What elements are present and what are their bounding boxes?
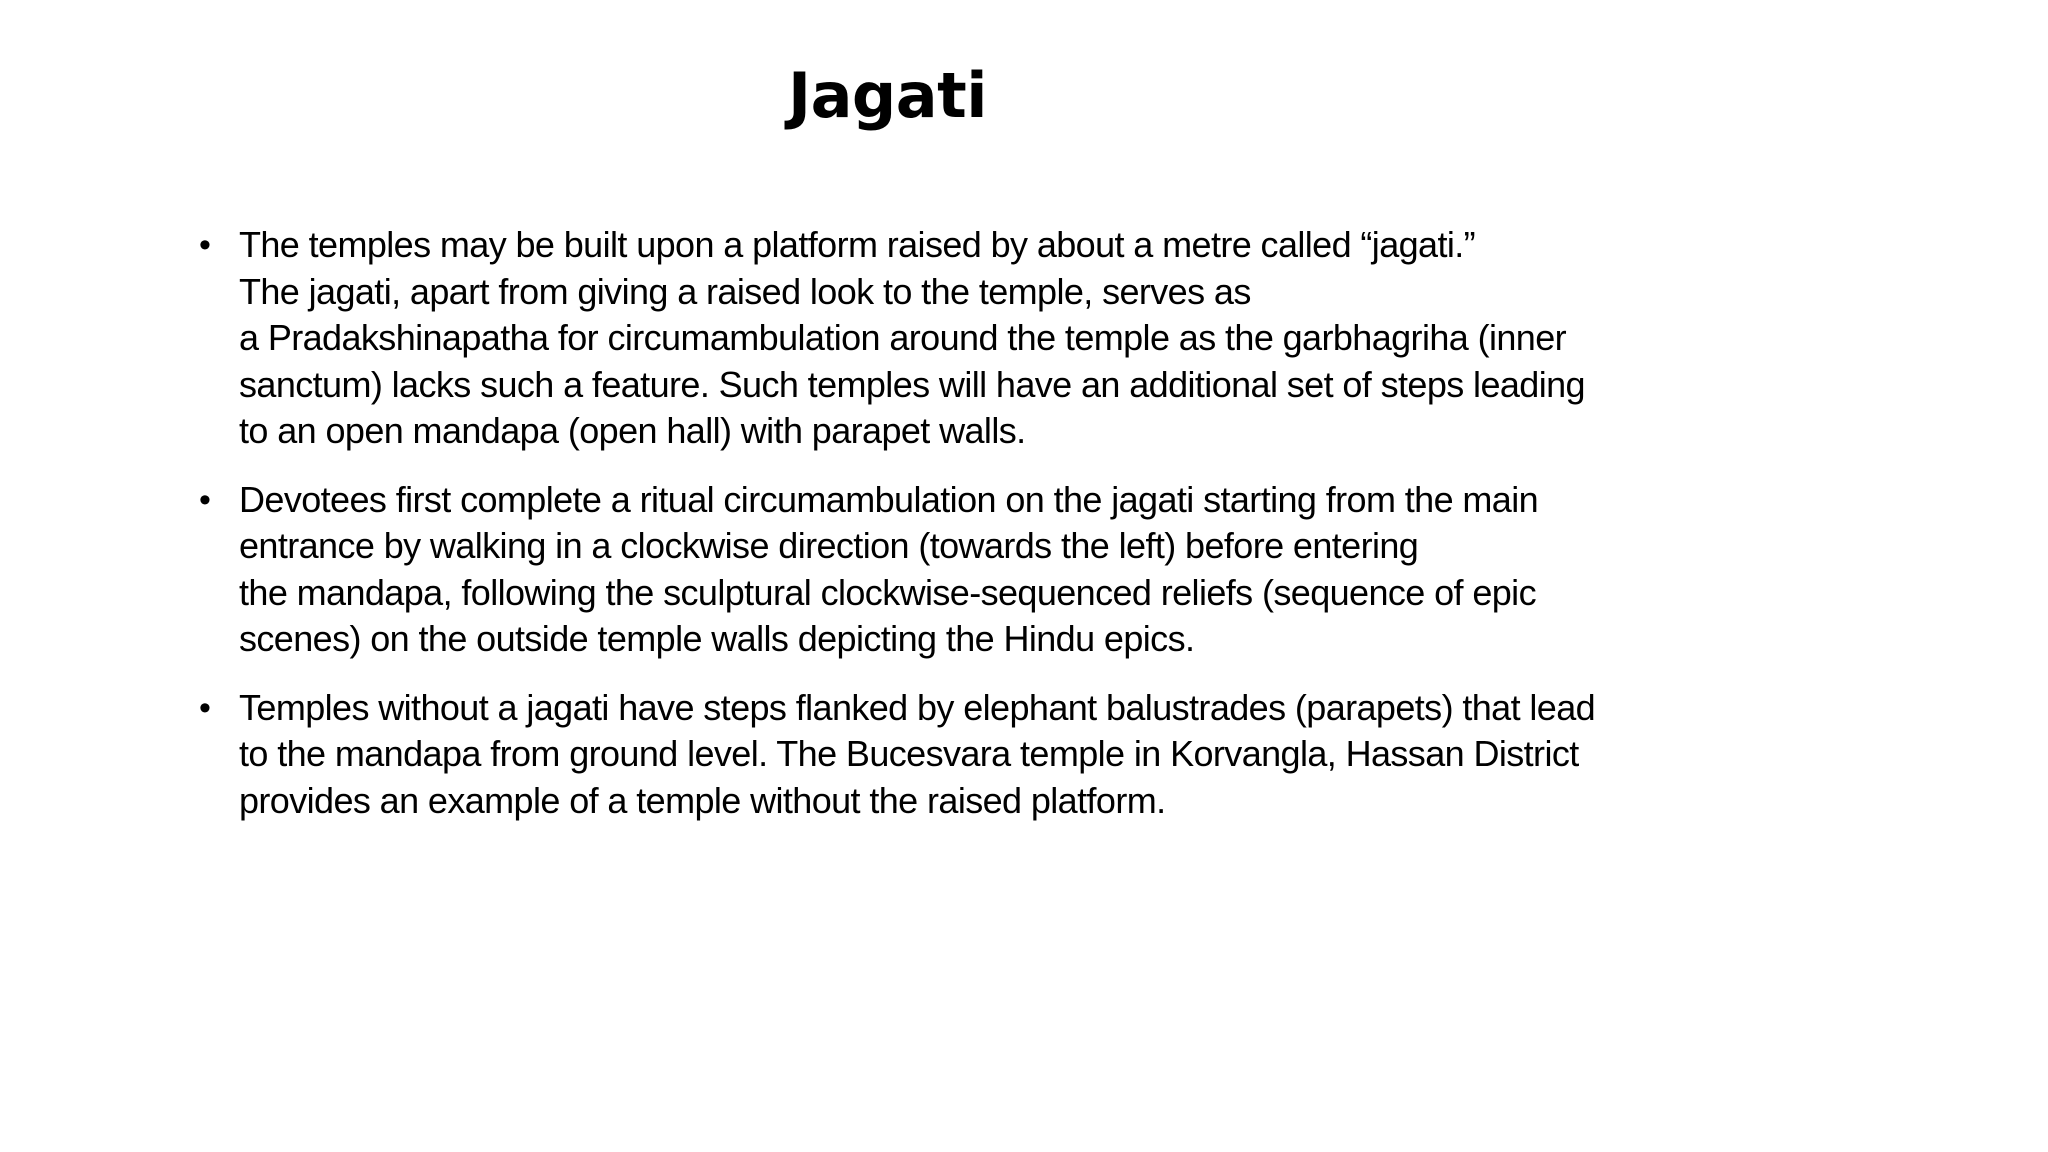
bullet-text-line: Temples without a jagati have steps flanked by elephant balustrades (parapets) that lead bbox=[239, 686, 1596, 728]
bullet-text-line: to the mandapa from ground level. The Bucesvara temple in Korvangla, Hassan District bbox=[239, 733, 1579, 774]
bullet-text-line: the mandapa, following the sculptural clockwise-sequenced reliefs (sequence of epic bbox=[239, 571, 1536, 613]
bullet-marker: • bbox=[199, 480, 211, 519]
bullet-text-line: Devotees first complete a ritual circumambulation on the jagati starting from the main bbox=[239, 478, 1539, 520]
bullet-text-line: The temples may be built upon a platform raised by about a metre called “jagati.” bbox=[239, 224, 1476, 265]
bullet-item-temples-without-jagati bbox=[196, 685, 1816, 825]
bullet-text-line: scenes) on the outside temple walls depicting the Hindu epics. bbox=[239, 618, 1195, 659]
bullet-list bbox=[196, 222, 1816, 846]
bullet-marker: • bbox=[199, 688, 211, 727]
slide-title: Jagati bbox=[788, 59, 988, 132]
bullet-text-line: The jagati, apart from giving a raised look to the temple, serves as bbox=[239, 270, 1251, 312]
bullet-item-circumambulation bbox=[196, 477, 1816, 663]
bullet-text-line: entrance by walking in a clockwise direction (towards the left) before entering bbox=[239, 525, 1419, 566]
bullet-text-line: provides an example of a temple without the raised platform. bbox=[239, 779, 1166, 821]
bullet-marker: • bbox=[199, 226, 211, 264]
bullet-text-line: to an open mandapa (open hall) with parapet walls. bbox=[239, 410, 1026, 451]
bullet-item-jagati-platform bbox=[196, 222, 1816, 455]
bullet-text-line: a Pradakshinapatha for circumambulation around the temple as the garbhagriha (inner bbox=[239, 317, 1567, 358]
bullet-text-line: sanctum) lacks such a feature. Such temples will have an additional set of steps leading bbox=[239, 363, 1585, 405]
